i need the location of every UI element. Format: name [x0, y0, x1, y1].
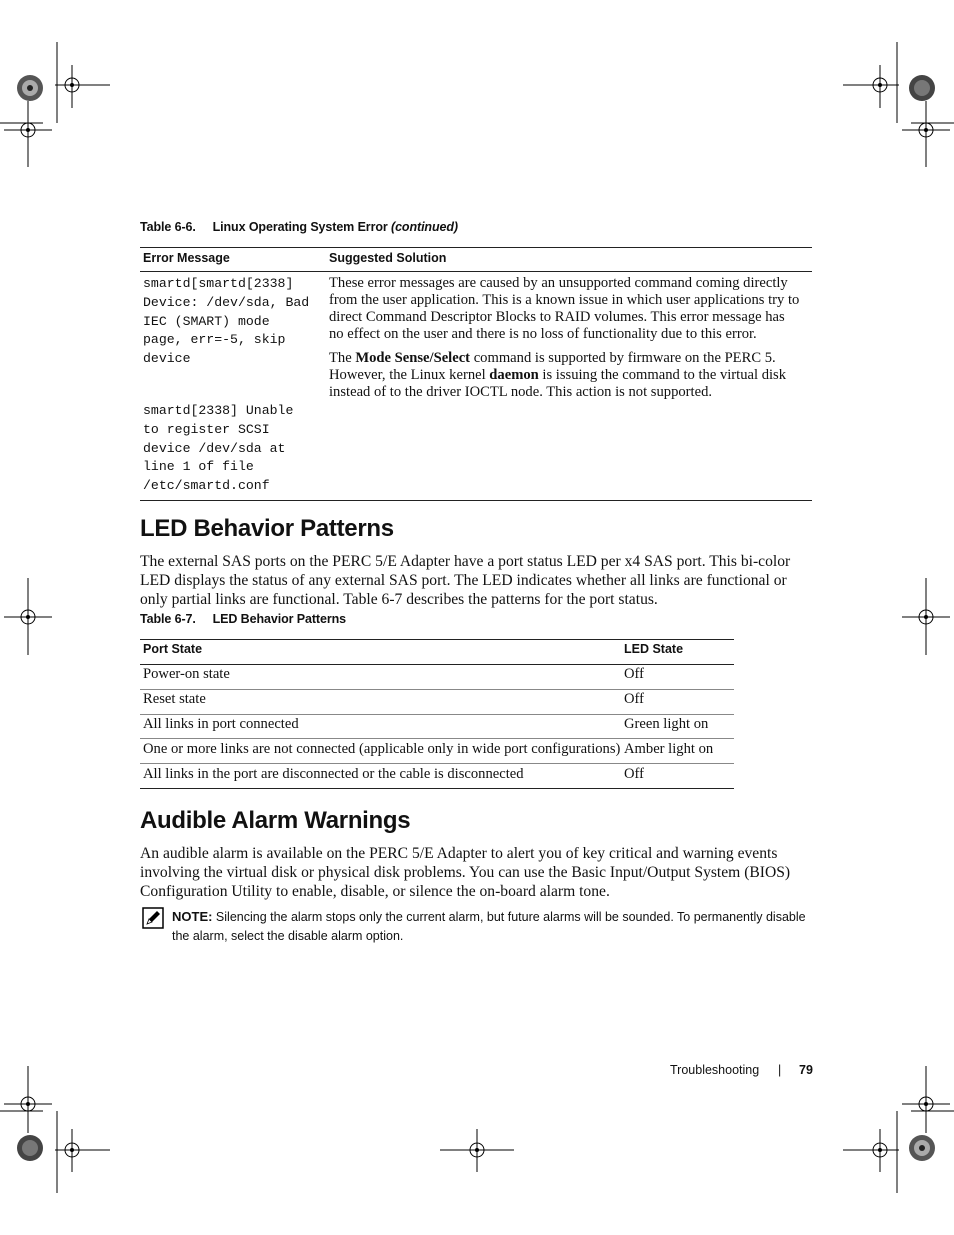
footer-section-name: Troubleshooting: [670, 1063, 760, 1077]
table-6-7-top-rule: [140, 639, 734, 640]
table-row-led: Off: [624, 691, 644, 707]
table-row-divider: [140, 738, 734, 739]
daemon-term: daemon: [489, 367, 539, 383]
solution-p2-text: command is supported by firmware on the PERC 5. However, the Linux kernel: [329, 350, 776, 383]
error1-line: Device: /dev/sda, Bad: [143, 294, 310, 310]
table-row-port: All links in port connected: [143, 716, 299, 732]
header-led-state: LED State: [624, 642, 684, 656]
table-row-led: Green light on: [624, 716, 709, 732]
table-row-divider: [140, 763, 734, 764]
note-body: option.: [362, 929, 404, 943]
error2-line: to register SCSI: [143, 421, 270, 437]
caption-prefix: Table 6-7.: [140, 612, 196, 626]
table-row-port: One or more links are not connected (applicable only in wide port configurations): [143, 741, 621, 757]
error2-line: smartd[2338] Unable: [143, 403, 294, 418]
table-row-led: Off: [624, 766, 644, 782]
table-6-7-header-rule: [140, 664, 734, 665]
page-number: 79: [799, 1063, 813, 1077]
caption-suffix: (continued): [391, 220, 458, 234]
mode-sense-select-term: Mode Sense/Select: [355, 350, 471, 366]
error2-line: /etc/smartd.conf: [143, 478, 270, 494]
footer-separator: |: [778, 1063, 782, 1077]
table-row-divider: [140, 689, 734, 690]
audible-alarm-paragraph: An audible alarm is available on the PERC 5/E Adapter to alert you of key critical and warning events involving the virtual disk or physical disk problems. You can use the Basic Input/Output System (BIOS) Configuration Utility to enable, disable, or silence the on-board alarm tone.: [140, 845, 791, 900]
table-6-7-bottom-rule: [140, 788, 734, 789]
table-6-7-caption: [140, 612, 346, 626]
led-behavior-paragraph: The external SAS ports on the PERC 5/E Adapter have a port status LED per x4 SAS port. This bi-color LED displays the status of any external SAS port. The LED indicates whether all links are functional or only partial links are functional. Table 6-7 describes the patterns for the port status.: [140, 553, 791, 608]
header-port-state: Port State: [143, 642, 203, 656]
error-message-1: [143, 275, 309, 369]
disable-alarm-term: disable alarm: [288, 929, 363, 943]
table-6-6-header-rule: [140, 271, 812, 272]
table-row-divider: [140, 714, 734, 715]
table-6-6-top-rule: [140, 247, 812, 248]
note-label: NOTE:: [172, 909, 213, 924]
audible-alarm-heading: Audible Alarm Warnings: [140, 807, 411, 834]
header-error-message: Error Message: [143, 251, 230, 265]
note-body: Silencing the alarm stops only the current alarm, but future alarms will be sounded. To permanently disable the alarm, select the: [172, 910, 806, 943]
table-6-6-bottom-rule: [140, 500, 812, 501]
solution-paragraph-1: These error messages are caused by an unsupported command coming directly from the user application. This is a known issue in which user applications try to direct Command Descriptor Blocks to RAID volumes. This error message has no effect on the user and there is no loss of functionality due to this error.: [329, 275, 800, 342]
table-row-port: Power-on state: [143, 666, 230, 682]
error1-line: IEC (SMART) mode: [143, 313, 270, 329]
error2-line: device /dev/sda at: [143, 440, 286, 456]
led-behavior-heading: LED Behavior Patterns: [140, 515, 394, 542]
table-row-led: Amber light on: [624, 741, 714, 757]
caption-title: LED Behavior Patterns: [212, 612, 346, 626]
error1-line: device: [143, 351, 191, 367]
table-row-port: Reset state: [143, 691, 206, 707]
caption-title: Linux Operating System Error: [212, 220, 388, 234]
solution-paragraph-2: [329, 350, 801, 401]
error2-line: line 1 of file: [143, 459, 254, 475]
note-text: [172, 907, 820, 946]
error1-line: page, err=-5, skip: [143, 332, 286, 348]
error1-line: smartd[smartd[2338]: [143, 276, 294, 291]
solution-p2-text: is issuing the command to the virtual disk instead of to the driver IOCTL node. This action is not supported.: [329, 367, 787, 400]
error-message-2: [143, 402, 293, 496]
header-suggested-solution: Suggested Solution: [329, 251, 447, 265]
table-row-led: Off: [624, 666, 644, 682]
table-6-6-caption: [140, 220, 458, 234]
table-row-port: All links in the port are disconnected or the cable is disconnected: [143, 766, 524, 782]
pencil-note-icon: [142, 907, 164, 929]
caption-prefix: Table 6-6.: [140, 220, 196, 234]
solution-p2-text: The: [329, 350, 356, 366]
